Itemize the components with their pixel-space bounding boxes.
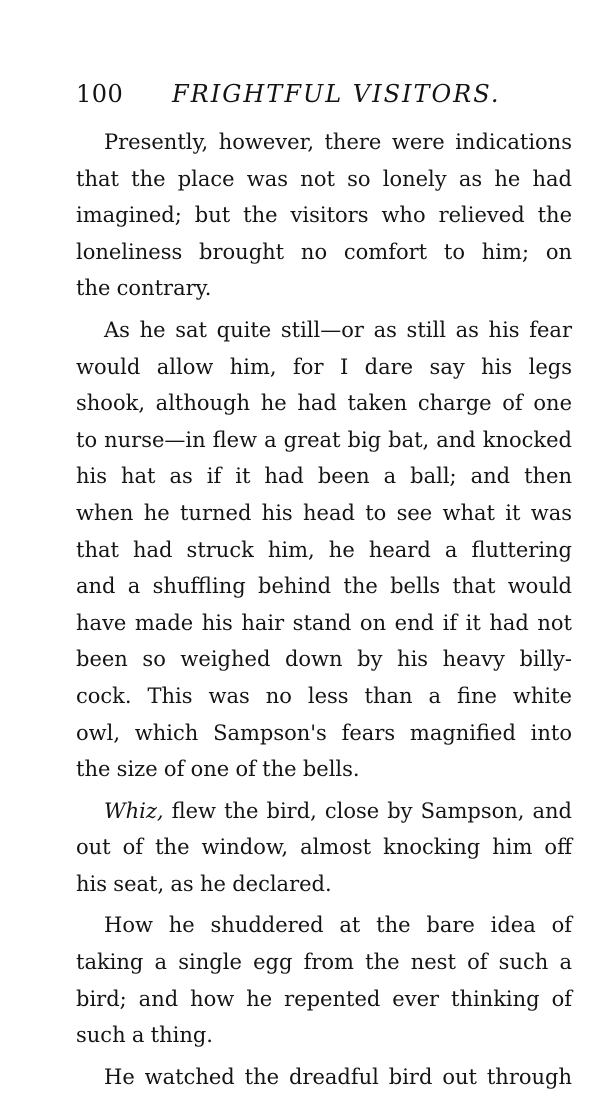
text-line: when he turned his head to see what it was (76, 500, 572, 525)
text-line: have made his hair stand on end if it had not (76, 610, 572, 635)
text-line: to nurse—in flew a great big bat, and knocked (76, 427, 572, 452)
running-title: FRIGHTFUL VISITORS. (172, 80, 501, 108)
text-line: He watched the dreadful bird out through (104, 1064, 572, 1089)
text-line: such a thing. (76, 1023, 213, 1048)
text-line (76, 793, 572, 830)
text-line-rest: flew the bird, close by Sampson, and (163, 798, 572, 823)
text-line: the contrary. (76, 276, 212, 301)
text-line: Presently, however, there were indications (104, 130, 572, 154)
paragraph-1 (76, 124, 572, 307)
text-line: bird; and how he repented ever thinking of (76, 986, 572, 1011)
body-text (76, 124, 572, 1100)
text-line: loneliness brought no comfort to him; on (76, 239, 572, 264)
paragraph-5 (76, 1059, 572, 1096)
text-line: taking a single egg from the nest of such a (76, 950, 572, 975)
text-line: out of the window, almost knocking him off (76, 835, 572, 860)
text-line: cock. This was no less than a fine white (76, 683, 572, 708)
paragraph-4 (76, 907, 572, 1053)
text-line: As he sat quite still—or as still as his fear (104, 317, 572, 342)
paragraph-2 (76, 312, 572, 788)
text-line: his hat as if it had been a ball; and then (76, 464, 572, 489)
text-line: the size of one of the bells. (76, 757, 360, 782)
text-line: that the place was not so lonely as he had (76, 166, 572, 191)
page-number: 100 (76, 80, 124, 108)
text-line: imagined; but the visitors who relieved the (76, 203, 572, 228)
text-line: and a shuffling behind the bells that would (76, 574, 572, 599)
text-line: his seat, as he declared. (76, 871, 332, 896)
paragraph-3 (76, 793, 572, 903)
page-header (76, 76, 576, 112)
text-line: owl, which Sampson's fears magnified into (76, 720, 572, 745)
text-line: been so weighed down by his heavy billy- (76, 647, 572, 672)
text-line: would allow him, for I dare say his legs (76, 354, 572, 379)
text-line: shook, although he had taken charge of one (76, 391, 572, 416)
text-line: that had struck him, he heard a fluttering (76, 537, 572, 562)
text-line: How he shuddered at the bare idea of (104, 913, 572, 938)
italic-word: Whiz, (104, 798, 164, 823)
